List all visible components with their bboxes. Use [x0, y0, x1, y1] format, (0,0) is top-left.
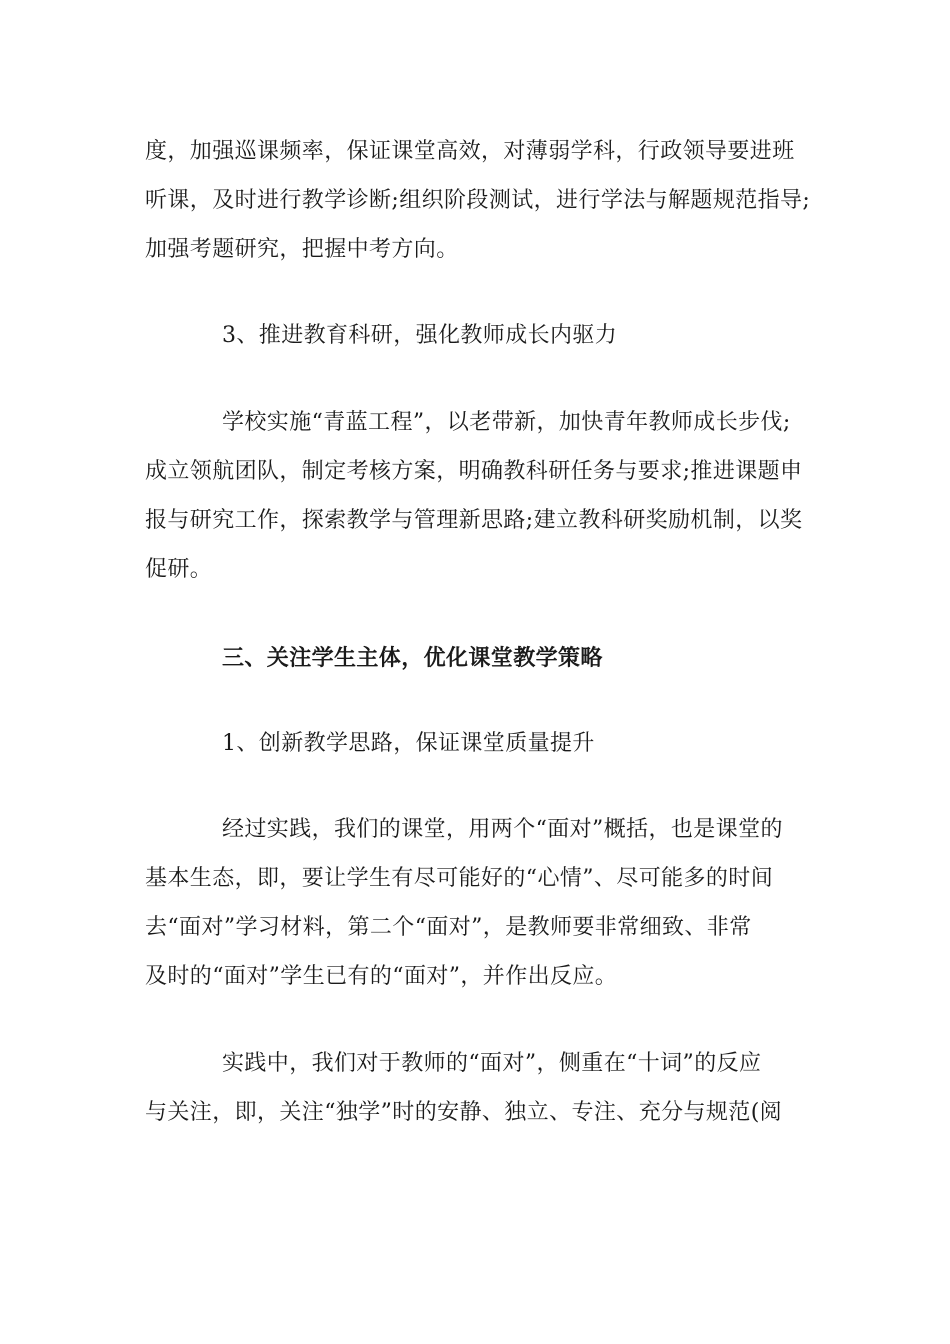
paragraph-line: 成立领航团队，制定考核方案，明确教科研任务与要求;推进课题申 [145, 459, 803, 484]
paragraph-line: 度，加强巡课频率，保证课堂高效，对薄弱学科，行政领导要进班 [145, 139, 795, 164]
paragraph-line: 经过实践，我们的课堂，用两个“面对”概括，也是课堂的 [222, 817, 783, 842]
paragraph-line: 基本生态，即，要让学生有尽可能好的“心情”、尽可能多的时间 [145, 866, 774, 891]
paragraph-line: 学校实施“青蓝工程”，以老带新，加快青年教师成长步伐; [222, 410, 791, 435]
paragraph-line: 听课，及时进行教学诊断;组织阶段测试，进行学法与解题规范指导; [145, 188, 811, 213]
paragraph-line: 及时的“面对”学生已有的“面对”，并作出反应。 [145, 964, 618, 989]
paragraph-line: 实践中，我们对于教师的“面对”，侧重在“十词”的反应 [222, 1051, 762, 1076]
paragraph-line: 加强考题研究，把握中考方向。 [145, 237, 459, 262]
paragraph-line: 去“面对”学习材料，第二个“面对”，是教师要非常细致、非常 [145, 915, 752, 940]
paragraph-line: 促研。 [145, 557, 213, 582]
paragraph-line: 与关注，即，关注“独学”时的安静、独立、专注、充分与规范(阅 [145, 1100, 783, 1125]
subheading: 1、创新教学思路，保证课堂质量提升 [222, 731, 595, 756]
section-heading: 三、关注学生主体，优化课堂教学策略 [222, 645, 603, 671]
paragraph-line: 报与研究工作，探索教学与管理新思路;建立教科研奖励机制，以奖 [145, 508, 803, 533]
subheading: 3、推进教育科研，强化教师成长内驱力 [222, 323, 618, 348]
